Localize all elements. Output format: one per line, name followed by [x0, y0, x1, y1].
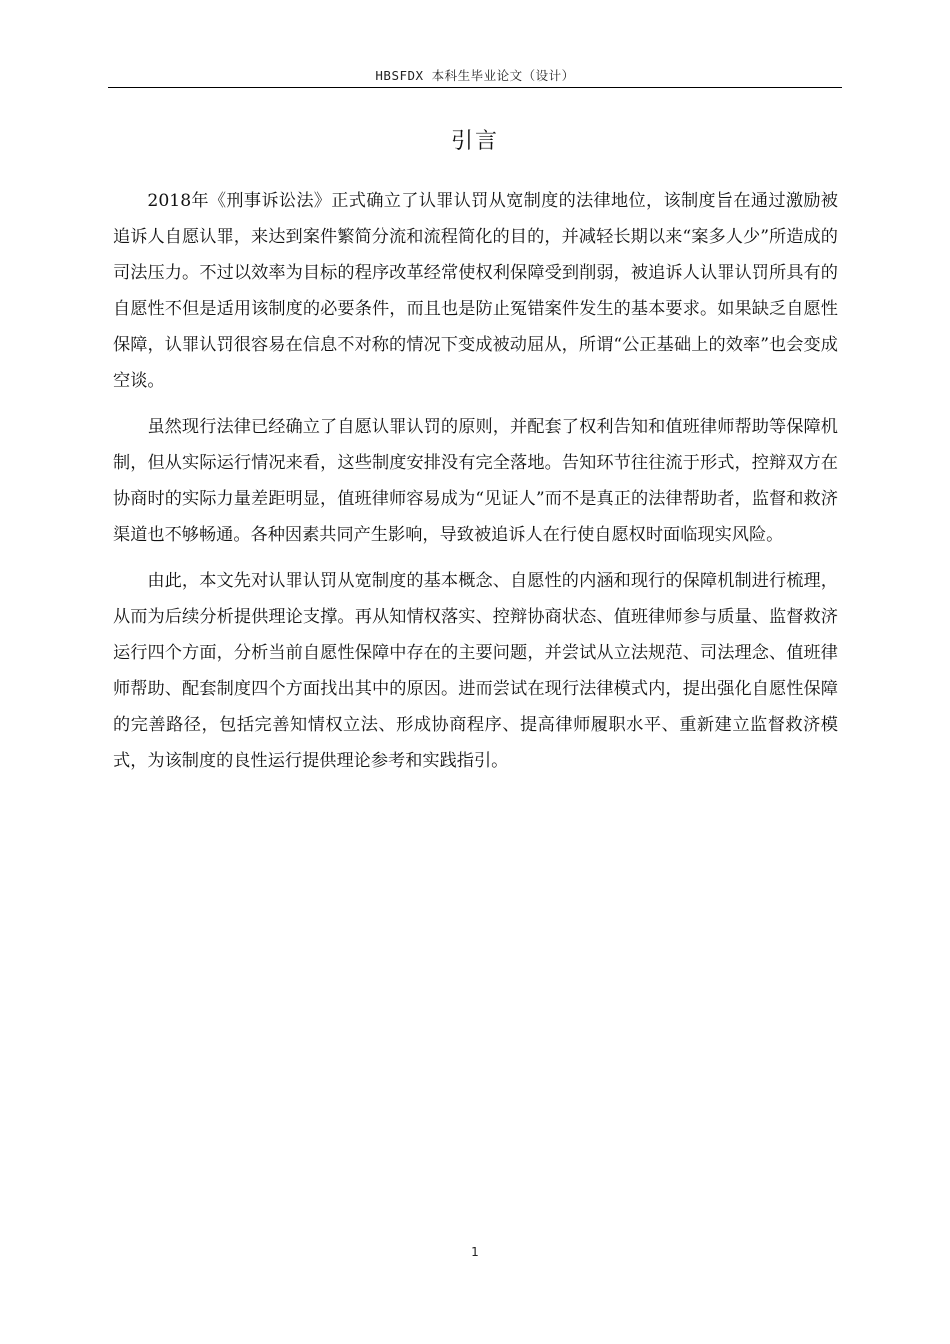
section-title: 引言: [450, 129, 499, 154]
running-header: HBSFDX 本科生毕业论文（设计）: [375, 68, 575, 83]
page-number: 1: [471, 1245, 479, 1259]
header-divider: [108, 87, 842, 88]
paragraph-3: 由此，本文先对认罪认罚从宽制度的基本概念、自愿性的内涵和现行的保障机制进行梳理，从而为后续分析提供理论支撑。再从知情权落实、控辩协商状态、值班律师参与质量、监督救济运行四个方面，分析当前自愿性保障中存在的主要问题，并尝试从立法规范、司法理念、值班律师帮助、配套制度四个方面找出其中的原因。进而尝试在现行法律模式内，提出强化自愿性保障的完善路径，包括完善知情权立法、形成协商程序、提高律师履职水平、重新建立监督救济模式，为该制度的良性运行提供理论参考和实践指引。: [113, 571, 838, 771]
paragraph-2: 虽然现行法律已经确立了自愿认罪认罚的原则，并配套了权利告知和值班律师帮助等保障机制，但从实际运行情况来看，这些制度安排没有完全落地。告知环节往往流于形式，控辩双方在协商时的实际力量差距明显，值班律师容易成为“见证人”而不是真正的法律帮助者，监督和救济渠道也不够畅通。各种因素共同产生影响，导致被追诉人在行使自愿权时面临现实风险。: [113, 417, 838, 545]
body-text: [113, 183, 838, 789]
paragraph-1: 2018年《刑事诉讼法》正式确立了认罪认罚从宽制度的法律地位，该制度旨在通过激励被追诉人自愿认罪，来达到案件繁简分流和流程简化的目的，并减轻长期以来“案多人少”所造成的司法压力。不过以效率为目标的程序改革经常使权利保障受到削弱，被追诉人认罪认罚所具有的自愿性不但是适用该制度的必要条件，而且也是防止冤错案件发生的基本要求。如果缺乏自愿性保障，认罪认罚很容易在信息不对称的情况下变成被动屈从，所谓“公正基础上的效率”也会变成空谈。: [113, 191, 838, 391]
